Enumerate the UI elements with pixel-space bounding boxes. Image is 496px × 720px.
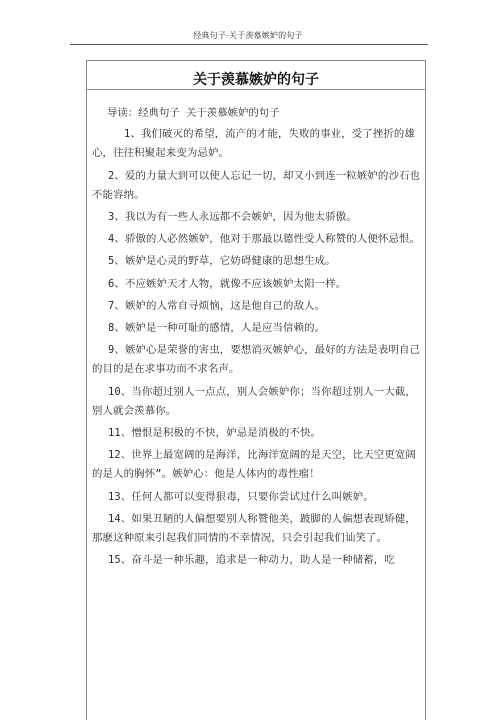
paragraph: 9、嫉妒心是荣誉的害虫，要想消灭嫉妒心，最好的方法是表明自己的目的是在求事功而不求名声。 [92,344,421,376]
paragraph: 13、任何人都可以变得狠毒，只要你尝试过什么叫嫉妒。 [108,490,374,503]
document-title: 关于羡慕嫉妒的句子 [193,72,319,88]
paragraph: 6、不应嫉妒天才人物，就像不应该嫉妒太阳一样。 [108,277,347,290]
intro-line: 导读：经典句子 关于羡慕嫉妒的句子 [107,107,280,119]
paragraph: 2、爱的力量大到可以使人忘记一切，却又小到连一粒嫉妒的沙石也不能容纳。 [92,169,421,201]
paragraph: 4、骄傲的人必然嫉妒，他对于那最以德性受人称赞的人便怀忌恨。 [108,233,421,246]
title-divider [86,89,426,90]
page-header [0,0,496,44]
paragraph: 10、当你超过别人一点点，别人会嫉妒你；当你超过别人一大截，别人就会羡慕你。 [92,385,416,417]
paragraph: 3、我以为有一些人永远都不会嫉妒，因为他太骄傲。 [108,211,357,224]
paragraph: 14、如果丑陋的人偏想要别人称赞他美，跛脚的人偏想表现矫健，那麽这种原来引起我们同情的不幸情况，只会引起我们讪笑了。 [92,512,416,545]
running-header: 经典句子-关于羡慕嫉妒的句子 [193,31,303,40]
paragraph: 12、世界上最宽阔的是海洋，比海洋宽阔的是天空，比天空更宽阔的是人的胸怀”。嫉妒心：他是人体内的毒性瘤！ [92,449,416,481]
paragraph: 15、奋斗是一种乐趣，追求是一种动力，助人是一种储蓄，吃 [108,554,395,567]
paragraph: 1、我们破灭的希望，流产的才能，失败的事业，受了挫折的雄心，往往积聚起来变为忌妒。 [92,128,415,160]
paragraph: 8、嫉妒是一种可耻的感情，人是应当信赖的。 [108,322,326,335]
paragraph: 5、嫉妒是心灵的野草，它妨碍健康的思想生成。 [108,255,336,268]
paragraph: 11、憎恨是积极的不快，妒忌是消极的不快。 [108,427,322,440]
header-divider [70,44,428,45]
paragraph: 7、嫉妒的人常自寻烦恼，这是他自己的敌人。 [108,299,326,312]
document-body [92,104,422,573]
